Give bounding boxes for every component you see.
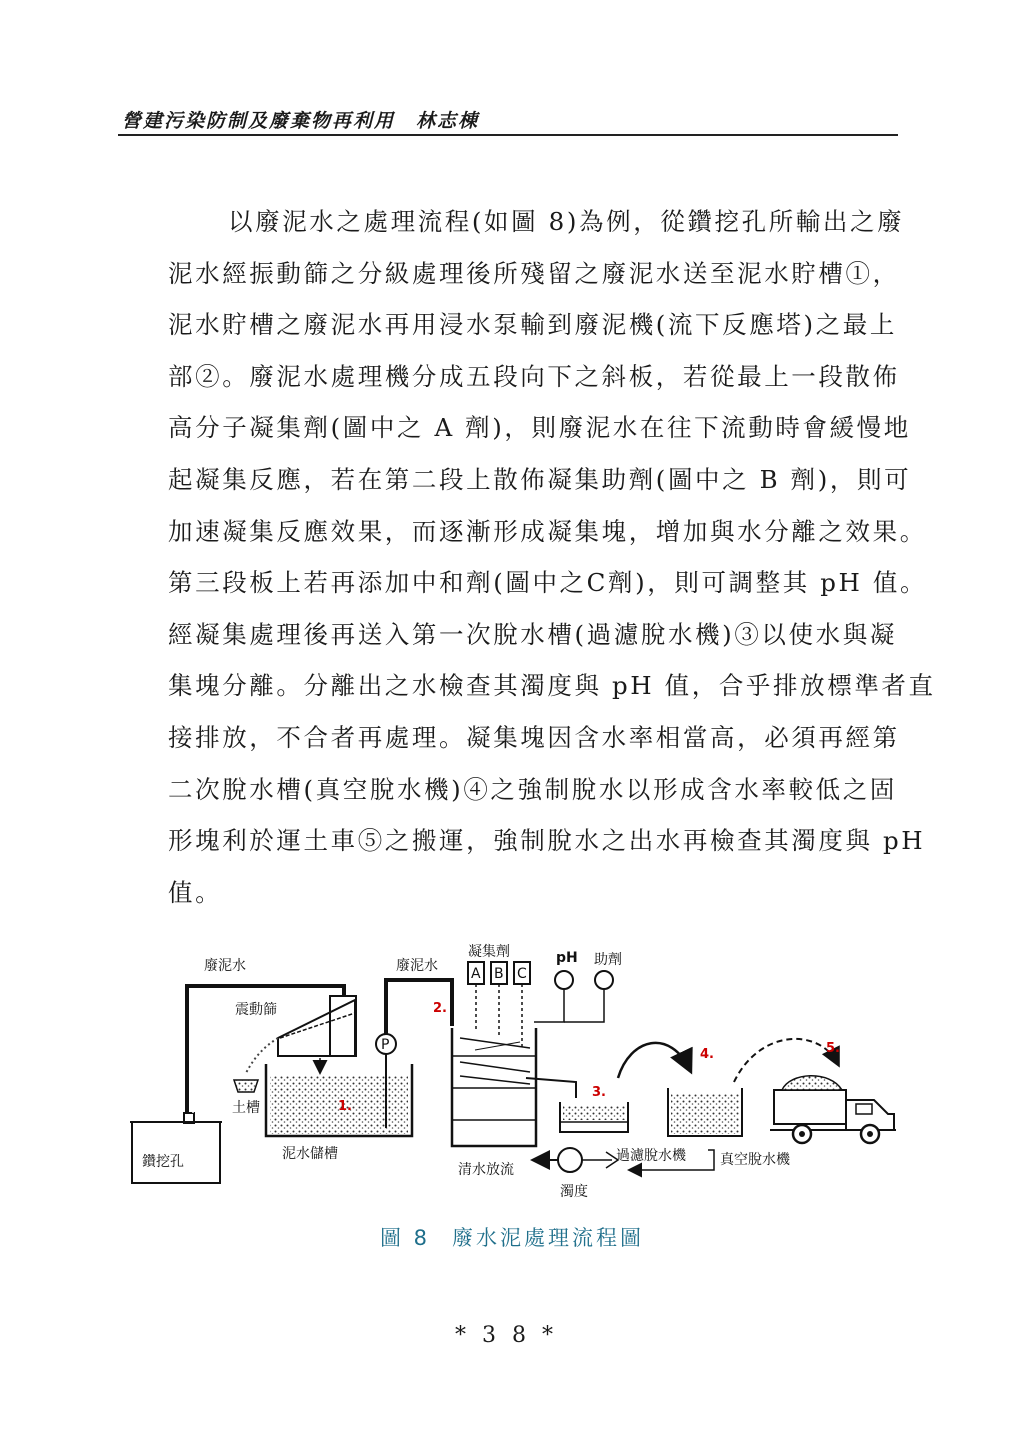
label-coagulant: 凝集劑 bbox=[468, 944, 510, 960]
body-paragraph bbox=[168, 196, 936, 918]
label-waste-mud-water-left: 廢泥水 bbox=[204, 958, 246, 974]
label-clear-water-discharge: 清水放流 bbox=[458, 1162, 514, 1178]
paragraph-line: 加速凝集反應效果，而逐漸形成凝集塊，增加與水分離之效果。 bbox=[168, 516, 927, 546]
paragraph-line: 高分子凝集劑(圖中之 A 劑)，則廢泥水在往下流動時會緩慢地 bbox=[168, 413, 911, 443]
step-number-5: 5. bbox=[826, 1041, 840, 1056]
figure-number: 圖 8 bbox=[379, 1226, 431, 1250]
running-header bbox=[118, 104, 898, 136]
step-number-3: 3. bbox=[592, 1085, 606, 1100]
paragraph-line: 形塊利於運土車⑤之搬運，強制脫水之出水再檢查其濁度與 pH bbox=[168, 826, 926, 856]
agent-b: B bbox=[494, 966, 504, 982]
step-number-1: 1. bbox=[338, 1099, 352, 1114]
label-vibrating-screen: 震動篩 bbox=[235, 1002, 277, 1018]
label-aid: 助劑 bbox=[594, 952, 622, 968]
step-number-2: 2. bbox=[433, 1001, 447, 1016]
paragraph-line: 以廢泥水之處理流程(如圖 8)為例，從鑽挖孔所輸出之廢 bbox=[228, 207, 905, 236]
label-ph: pH bbox=[556, 950, 578, 966]
paragraph-line: 部②。廢泥水處理機分成五段向下之斜板，若從最上一段散佈 bbox=[168, 361, 900, 391]
figure-title: 廢水泥處理流程圖 bbox=[452, 1226, 645, 1250]
mud-storage-tank bbox=[266, 1058, 412, 1162]
paragraph-line: 值。 bbox=[168, 877, 223, 907]
header-title: 營建污染防制及廢棄物再利用 林志棟 bbox=[122, 110, 480, 132]
borehole bbox=[130, 1113, 222, 1183]
paragraph-line: 泥水經振動篩之分級處理後所殘留之廢泥水送至泥水貯槽①， bbox=[168, 258, 900, 288]
ph-and-aid-dosing bbox=[534, 950, 622, 1022]
pump-label: P bbox=[381, 1037, 390, 1053]
label-soil-tank: 土槽 bbox=[232, 1100, 260, 1116]
paragraph-line: 二次脫水槽(真空脫水機)④之強制脫水以形成含水率較低之固 bbox=[168, 774, 897, 804]
figure-caption bbox=[0, 1222, 1024, 1252]
label-filter-dewater: 過濾脫水機 bbox=[616, 1148, 686, 1164]
label-turbidity: 濁度 bbox=[560, 1184, 588, 1200]
paragraph-line: 經凝集處理後再送入第一次脫水槽(過濾脫水機)③以使水與凝 bbox=[168, 619, 897, 649]
agent-a: A bbox=[471, 966, 481, 982]
vibrating-screen bbox=[235, 996, 356, 1073]
paragraph-line: 接排放，不合者再處理。凝集塊因含水率相當高，必須再經第 bbox=[168, 722, 900, 752]
paragraph-line: 集塊分離。分離出之水檢查其濁度與 pH 值，合乎排放標準者直 bbox=[168, 671, 936, 701]
soil-tank bbox=[232, 1080, 260, 1116]
dump-truck bbox=[734, 1039, 896, 1143]
turbidity-check bbox=[458, 1148, 618, 1200]
paragraph-line: 第三段板上若再添加中和劑(圖中之C劑)，則可調整其 pH 值。 bbox=[168, 568, 928, 598]
page-number: *38* bbox=[455, 1323, 569, 1348]
process-flow-diagram bbox=[130, 938, 900, 1208]
label-waste-mud-water-mid: 廢泥水 bbox=[396, 958, 438, 974]
label-borehole: 鑽挖孔 bbox=[142, 1154, 184, 1170]
agent-c: C bbox=[517, 966, 527, 982]
coagulant-dispensers bbox=[468, 943, 530, 1048]
paragraph-line: 泥水貯槽之廢泥水再用浸水泵輸到廢泥機(流下反應塔)之最上 bbox=[168, 310, 897, 340]
label-mud-storage: 泥水儲槽 bbox=[282, 1146, 338, 1162]
label-vacuum-dewater: 真空脫水機 bbox=[720, 1152, 790, 1168]
step-number-4: 4. bbox=[700, 1047, 714, 1062]
paragraph-line: 起凝集反應，若在第二段上散佈凝集助劑(圖中之 B 劑)，則可 bbox=[168, 464, 912, 494]
